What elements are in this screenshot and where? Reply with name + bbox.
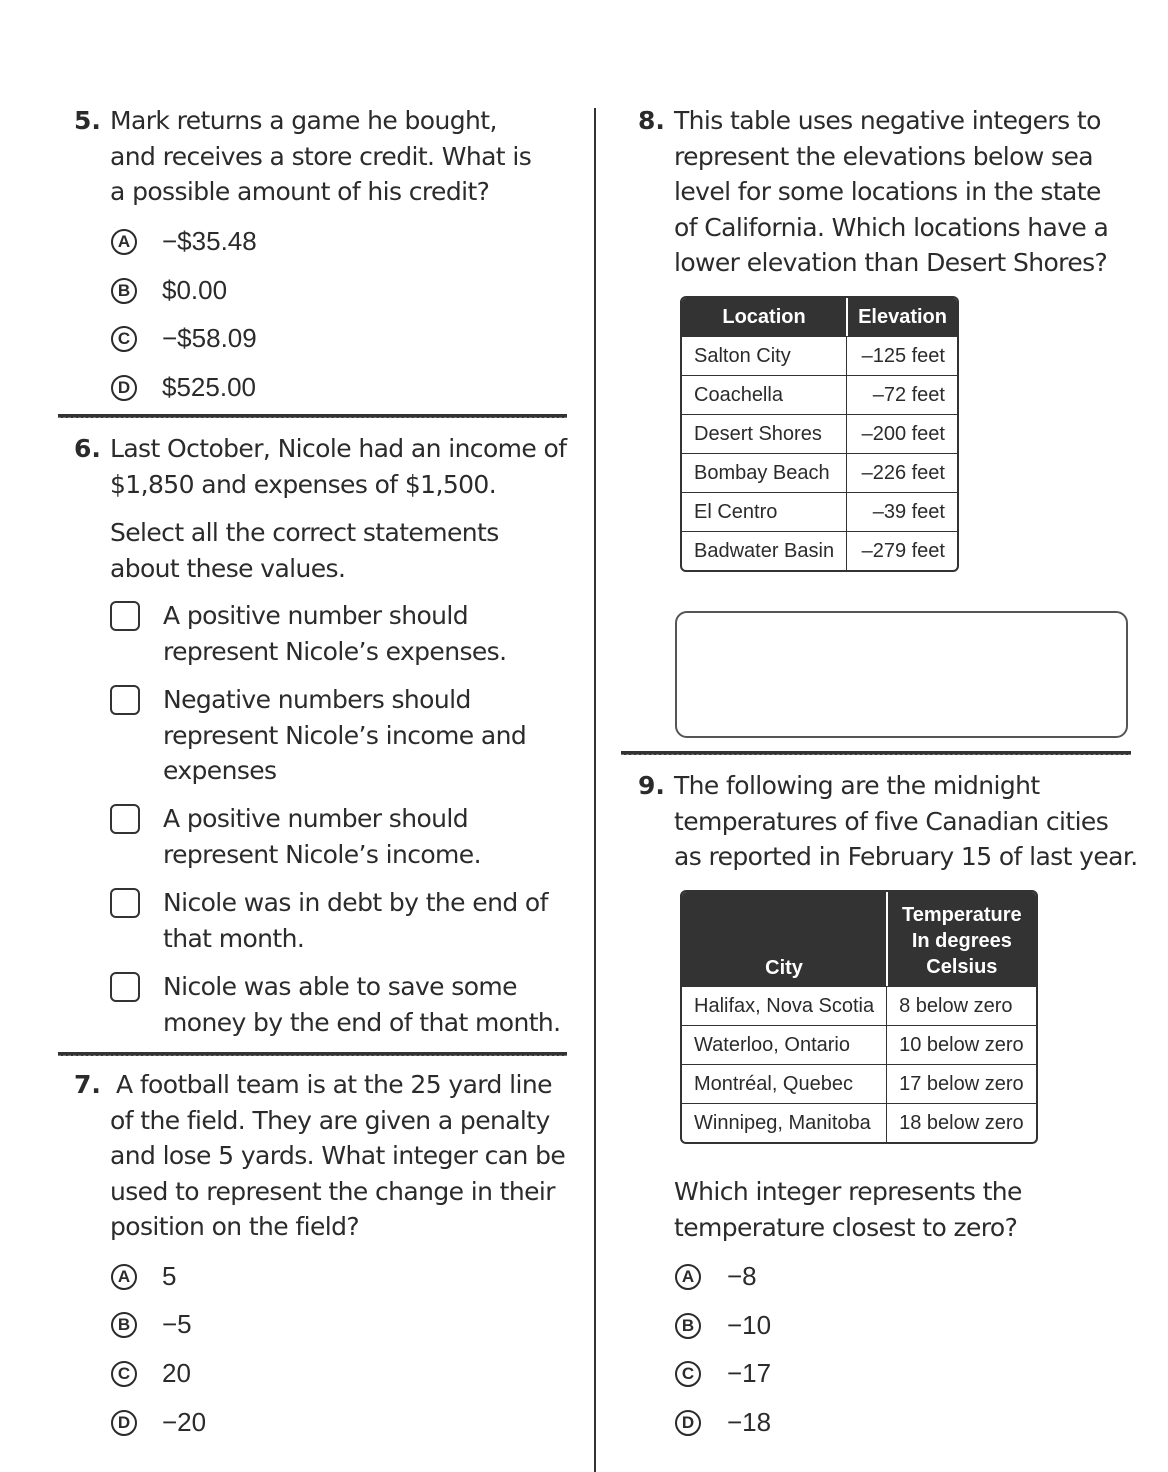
checkbox[interactable]	[110, 888, 140, 918]
answer-input-box[interactable]	[675, 611, 1128, 738]
city-cell: Waterloo, Ontario	[682, 1025, 886, 1064]
location-cell: Desert Shores	[682, 414, 846, 453]
option-d[interactable]	[675, 1407, 771, 1438]
option-text: −$58.09	[162, 323, 257, 353]
option-bubble-a-icon[interactable]: A	[111, 229, 137, 255]
elevation-cell: –125 feet	[846, 336, 957, 375]
question-5	[74, 103, 531, 210]
temperature-table	[680, 890, 1038, 1144]
option-bubble-a-icon[interactable]: A	[675, 1264, 701, 1290]
temperature-cell: 8 below zero	[886, 986, 1036, 1025]
column-divider	[594, 108, 596, 1472]
city-cell: Winnipeg, Manitoba	[682, 1103, 886, 1142]
question-8	[638, 103, 1108, 281]
option-text: $525.00	[162, 372, 256, 402]
question-number: 6.	[74, 434, 101, 463]
checkbox[interactable]	[110, 972, 140, 1002]
table-row	[682, 492, 957, 531]
question-number: 5.	[74, 106, 101, 135]
question-number: 9.	[638, 771, 665, 800]
checkbox[interactable]	[110, 804, 140, 834]
option-bubble-b-icon[interactable]: B	[675, 1313, 701, 1339]
option-text: −8	[727, 1261, 757, 1291]
table-row	[682, 1064, 1036, 1103]
option-text: −10	[727, 1310, 772, 1340]
option-bubble-d-icon[interactable]: D	[111, 375, 137, 401]
option-b[interactable]	[675, 1310, 771, 1341]
table-row	[682, 375, 957, 414]
section-divider	[58, 414, 567, 418]
option-text: 20	[162, 1358, 191, 1388]
option-d[interactable]	[111, 372, 256, 403]
table-row	[682, 453, 957, 492]
question-text: Last October, Nicole had an income of $1,850 and expenses of $1,500.	[110, 434, 567, 499]
option-c[interactable]	[675, 1358, 771, 1389]
checkbox-choice-3[interactable]	[110, 801, 481, 869]
column-header-elevation: Elevation	[846, 298, 957, 336]
option-text: $0.00	[162, 275, 228, 305]
location-cell: Coachella	[682, 375, 846, 414]
city-cell: Montréal, Quebec	[682, 1064, 886, 1103]
question-text: This table uses negative integers to represent the elevations below sea level for some locations in the state of California. Which locations have a lower elevation than Desert Shores?	[674, 106, 1109, 277]
elevation-cell: –279 feet	[846, 531, 957, 570]
location-cell: Badwater Basin	[682, 531, 846, 570]
option-text: −20	[162, 1407, 207, 1437]
table-row	[682, 986, 1036, 1025]
elevation-table	[680, 296, 959, 572]
question-number: 8.	[638, 106, 665, 135]
question-7	[74, 1067, 565, 1245]
elevation-cell: –226 feet	[846, 453, 957, 492]
section-divider	[58, 1052, 567, 1056]
checkbox-choice-4[interactable]	[110, 885, 548, 953]
elevation-cell: –72 feet	[846, 375, 957, 414]
option-bubble-c-icon[interactable]: C	[111, 326, 137, 352]
elevation-cell: –200 feet	[846, 414, 957, 453]
option-text: −$35.48	[162, 226, 257, 256]
checkbox-choice-2[interactable]	[110, 682, 527, 785]
question-prompt: Which integer represents the temperature closest to zero?	[674, 1177, 1022, 1242]
question-6	[74, 431, 566, 586]
option-b[interactable]	[111, 275, 227, 306]
section-divider	[621, 751, 1131, 755]
elevation-cell: –39 feet	[846, 492, 957, 531]
temperature-cell: 10 below zero	[886, 1025, 1036, 1064]
location-cell: Salton City	[682, 336, 846, 375]
option-text: −5	[162, 1309, 192, 1339]
option-bubble-b-icon[interactable]: B	[111, 278, 137, 304]
checkbox-label: A positive number should represent Nicole’s expenses.	[163, 601, 507, 666]
option-text: −18	[727, 1407, 772, 1437]
checkbox-label: Nicole was able to save some money by the end of that month.	[163, 972, 561, 1037]
checkbox[interactable]	[110, 685, 140, 715]
table-row	[682, 336, 957, 375]
option-b[interactable]	[111, 1309, 192, 1340]
option-a[interactable]	[111, 226, 257, 257]
question-text: A football team is at the 25 yard line of the field. They are given a penalty and lose 5 yards. What integer can be used to represent the change in their position on the field?	[110, 1070, 566, 1241]
checkbox-label: Negative numbers should represent Nicole’s income and expenses	[163, 685, 527, 785]
option-bubble-d-icon[interactable]: D	[675, 1410, 701, 1436]
table-row	[682, 1103, 1036, 1142]
question-number: 7.	[74, 1070, 101, 1099]
option-bubble-b-icon[interactable]: B	[111, 1312, 137, 1338]
question-text: Mark returns a game he bought, and receives a store credit. What is a possible amount of his credit?	[110, 106, 532, 206]
column-header-temperature: Temperature In degrees Celsius	[886, 892, 1036, 986]
checkbox-label: A positive number should represent Nicole’s income.	[163, 804, 481, 869]
option-c[interactable]	[111, 323, 257, 354]
table-row	[682, 531, 957, 570]
option-d[interactable]	[111, 1407, 206, 1438]
checkbox[interactable]	[110, 601, 140, 631]
location-cell: El Centro	[682, 492, 846, 531]
option-bubble-a-icon[interactable]: A	[111, 1264, 137, 1290]
option-c[interactable]	[111, 1358, 191, 1389]
location-cell: Bombay Beach	[682, 453, 846, 492]
option-bubble-c-icon[interactable]: C	[675, 1361, 701, 1387]
table-row	[682, 414, 957, 453]
checkbox-choice-1[interactable]	[110, 598, 507, 666]
option-bubble-c-icon[interactable]: C	[111, 1361, 137, 1387]
checkbox-choice-5[interactable]	[110, 969, 561, 1037]
checkbox-label: Nicole was in debt by the end of that month.	[163, 888, 548, 953]
city-cell: Halifax, Nova Scotia	[682, 986, 886, 1025]
question-text: The following are the midnight temperatures of five Canadian cities as reported in February 15 of last year.	[674, 771, 1138, 871]
option-text: −17	[727, 1358, 772, 1388]
table-row	[682, 1025, 1036, 1064]
temperature-cell: 17 below zero	[886, 1064, 1036, 1103]
table-header-row	[682, 298, 957, 336]
temperature-cell: 18 below zero	[886, 1103, 1036, 1142]
option-bubble-d-icon[interactable]: D	[111, 1410, 137, 1436]
question-9	[638, 768, 1138, 875]
option-a[interactable]	[111, 1261, 176, 1292]
column-header-location: Location	[682, 298, 846, 336]
column-header-city: City	[682, 892, 886, 986]
option-a[interactable]	[675, 1261, 757, 1292]
table-header-row	[682, 892, 1036, 986]
question-instruction: Select all the correct statements about these values.	[110, 518, 499, 583]
option-text: 5	[162, 1261, 177, 1291]
